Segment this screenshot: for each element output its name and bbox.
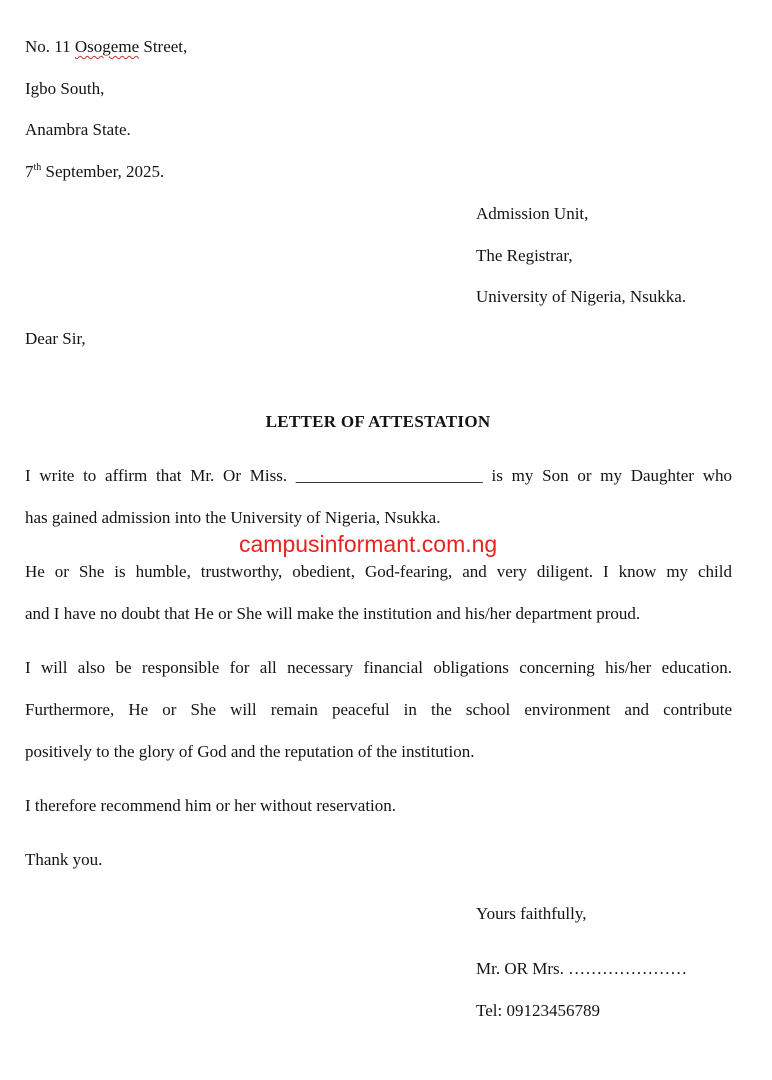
sender-street <box>25 37 187 57</box>
recipient-line-3: University of Nigeria, Nsukka. <box>476 287 687 306</box>
recipient-line-2: The Registrar, <box>476 246 573 265</box>
date-rest: September, 2025. <box>41 162 165 181</box>
recipient-line-1: Admission Unit, <box>476 204 589 223</box>
signatory-name-line: Mr. OR Mrs. ………………… <box>476 959 688 978</box>
street-suffix: Street, <box>139 37 188 56</box>
p2-line-2: and I have no doubt that He or She will make the institution and his/her department proud. <box>25 604 641 623</box>
p3-line-2: Furthermore, He or She will remain peaceful in the school environment and contribute <box>25 700 732 719</box>
letter-date <box>25 162 164 182</box>
p1-line-2: has gained admission into the University of Nigeria, Nsukka. <box>25 508 441 527</box>
letter-title: LETTER OF ATTESTATION <box>265 412 491 431</box>
p2-line-1: He or She is humble, trustworthy, obedient, God-fearing, and very diligent. I know my child <box>25 562 732 581</box>
street-number: No. 11 <box>25 37 75 56</box>
watermark-text: campusinformant.com.ng <box>239 531 498 557</box>
salutation: Dear Sir, <box>25 329 86 348</box>
p1-line-1: I write to affirm that Mr. Or Miss. ______________________ is my Son or my Daughter who <box>25 466 732 485</box>
valediction: Yours faithfully, <box>476 904 587 923</box>
p4-recommendation: I therefore recommend him or her without reservation. <box>25 796 397 815</box>
sender-state: Anambra State. <box>25 120 131 139</box>
signatory-tel: Tel: 09123456789 <box>476 1001 600 1020</box>
street-name: Osogeme <box>74 37 140 56</box>
p5-thanks: Thank you. <box>25 850 103 869</box>
p3-line-3: positively to the glory of God and the reputation of the institution. <box>25 742 475 761</box>
p3-line-1: I will also be responsible for all necessary financial obligations concerning his/her education. <box>25 658 732 677</box>
sender-town: Igbo South, <box>25 79 105 98</box>
date-ordinal-suffix: th <box>33 162 42 173</box>
date-day: 7 <box>25 162 34 181</box>
